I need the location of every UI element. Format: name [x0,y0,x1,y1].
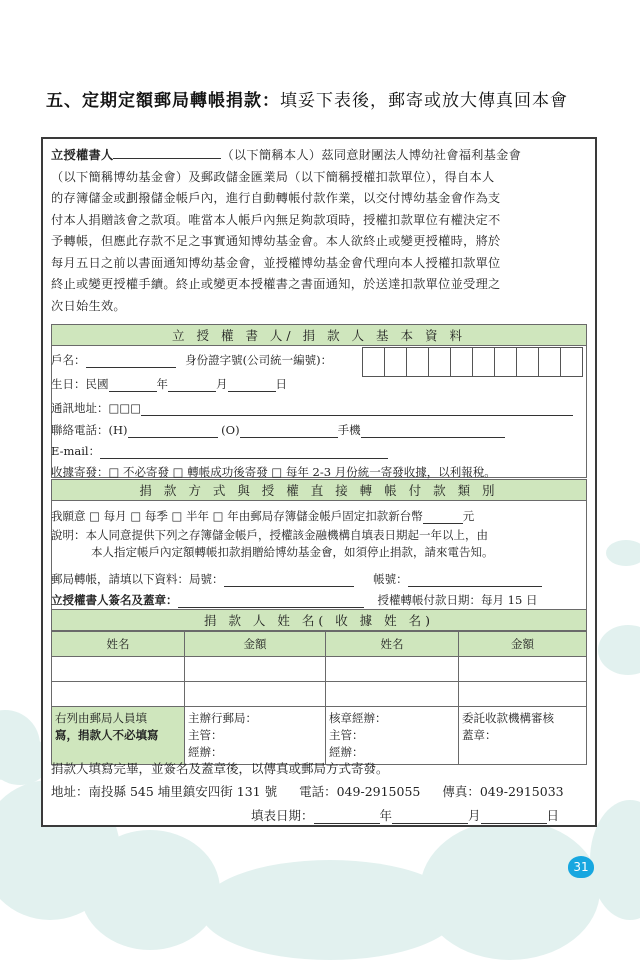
explanation-line: 說明：本人同意提供下列之存簿儲金帳戶，授權該金融機構自填表日期起一年以上，由 [51,528,488,542]
column-header: 姓名 [326,632,459,657]
office-phone-label: (O) [221,423,240,437]
section-payment-header: 捐 款 方 式 與 授 權 直 接 轉 帳 付 款 類 別 [51,479,587,501]
agency-line: 蓋章： [462,728,497,742]
handler-line: 經辦： [188,745,223,759]
mobile-label: 手機 [337,423,361,437]
column-header: 金額 [459,632,587,657]
frequency-label: 我願意 □ 每月 □ 每季 □ 半年 □ 年由郵局存簿儲金帳戶固定扣款新台幣 [51,509,423,523]
name-label: 戶名： [51,353,86,367]
column-header: 金額 [185,632,326,657]
account-label: 帳號： [373,572,408,586]
checker-line: 核章經辦： [329,711,387,725]
address-row [51,400,573,416]
day-label: 日 [546,808,560,823]
mobile-field[interactable] [361,425,505,438]
authorization-form [41,137,597,827]
post-office-label: 郵局轉帳，請填以下資料：局號： [51,572,224,586]
intro-line: 每月五日之前以書面通知博幼基金會，並授權博幼基金會代理向本人授權扣款單位 [51,255,501,270]
name-row [51,352,332,368]
authorizer-label: 立授權書人 [51,148,114,162]
heading-title: 定期定額郵局轉帳捐款： [82,91,280,111]
table-cell[interactable] [459,657,587,682]
email-label: E-mail： [51,444,101,458]
year-label: 年 [379,808,393,823]
month-label: 月 [468,808,481,823]
month-label: 月 [216,377,228,391]
birth-day-field[interactable] [228,379,276,392]
day-label: 日 [275,377,287,391]
phone-text: 電話：049-2915055 [299,784,421,799]
cloud-decoration [80,830,220,950]
fax-text: 傳真：049-2915033 [442,784,564,799]
address-field[interactable] [141,403,573,416]
donor-names-table [51,631,587,765]
name-field[interactable] [86,355,176,368]
contact-row [51,782,564,800]
cloud-decoration [598,625,640,675]
signature-row [51,592,537,608]
cloud-decoration [606,540,640,566]
birth-row [51,376,287,392]
address-label: 通訊地址：□□□ [51,401,142,415]
handler-line: 主管： [188,728,223,742]
heading-number: 五、 [46,91,82,111]
handler-line: 主辦行郵局： [188,711,257,725]
year-label: 年 [156,377,168,391]
fill-date-label: 填表日期： [251,808,314,823]
fill-date-row [251,806,559,824]
checker-cell [326,707,459,765]
authorizer-name-field[interactable] [113,146,221,159]
frequency-row[interactable] [51,508,474,524]
table-cell[interactable] [459,682,587,707]
intro-line: 予轉帳，但應此存款不足之事實通知博幼基金會。本人欲終止或變更授權時，將於 [51,234,501,248]
receipt-row[interactable]: 收據寄發：□ 不必寄發 □ 轉帳成功後寄發 □ 每年 2-3 月份統一寄發收據，以利報稅。 [51,465,496,479]
home-phone-field[interactable] [128,425,218,438]
email-row [51,443,388,459]
account-field[interactable] [408,574,542,587]
fill-day-field[interactable] [481,811,547,824]
post-note-line: 右列由郵局人員填 [55,711,147,725]
post-staff-note [52,707,185,765]
handler-cell [185,707,326,765]
intro-line: 的存簿儲金或劃撥儲金帳戶內，進行自動轉帳付款作業，以交付博幼基金會作為支 [51,191,501,205]
fill-year-field[interactable] [314,811,380,824]
address-text: 地址：南投縣 545 埔里鎮安四街 131 號 [51,784,278,799]
section-basic-info-header: 立 授 權 書 人/ 捐 款 人 基 本 資 料 [51,324,587,346]
birth-month-field[interactable] [168,379,216,392]
cloud-decoration [420,820,600,960]
email-field[interactable] [100,446,388,459]
checker-line: 主管： [329,728,364,742]
intro-line: 終止或變更授權手續。終止或變更本授權書之書面通知，於送達扣款單位並受理之 [51,277,501,291]
intro-line: （以下簡稱博幼基金會）及郵政儲金匯業局（以下簡稱授權扣款單位），得自本人 [51,169,495,184]
column-header: 姓名 [52,632,185,657]
agency-line: 委託收款機構審核 [462,711,554,725]
transfer-date-label: 授權轉帳付款日期：每月 15 日 [377,593,538,607]
post-office-field[interactable] [224,574,354,587]
page-number-badge: 31 [568,856,594,878]
checker-line: 經辦： [329,745,364,759]
phone-row [51,422,505,438]
yuan-label: 元 [462,509,475,523]
table-cell[interactable] [52,657,185,682]
completion-note: 捐款人填寫完畢，並簽名及蓋章後，以傳真或郵局方式寄發。 [51,761,389,776]
section-donor-names-header: 捐 款 人 姓 名( 收 據 姓 名) [51,609,587,631]
office-phone-field[interactable] [240,425,338,438]
intro-line: （以下簡稱本人）茲同意財團法人博幼社會福利基金會 [221,148,522,162]
birth-label: 生日：民國 [51,377,109,391]
page-heading [46,86,568,111]
heading-note: 填妥下表後，郵寄或放大傳真回本會 [280,91,568,111]
table-cell[interactable] [185,657,326,682]
authorization-statement [51,145,591,317]
fill-month-field[interactable] [392,811,468,824]
table-cell[interactable] [185,682,326,707]
signature-field[interactable] [178,595,364,608]
agency-cell [459,707,587,765]
table-cell[interactable] [326,657,459,682]
id-number-boxes[interactable] [363,347,583,377]
birth-year-field[interactable] [109,379,157,392]
explanation-line: 本人指定帳戶內定額轉帳扣款捐贈給博幼基金會，如須停止捐款，請來電告知。 [91,545,494,559]
amount-field[interactable] [423,511,463,524]
intro-line: 付本人捐贈該會之款項。唯當本人帳戶內無足夠款項時，授權扣款單位有權決定不 [51,212,501,227]
home-phone-label: 聯絡電話：(H) [51,423,128,437]
post-transfer-row [51,571,542,587]
intro-line: 次日始生效。 [51,298,126,313]
id-label: 身份證字號(公司統一編號)： [185,353,333,367]
post-note-line: 寫，捐款人不必填寫 [55,728,159,742]
table-cell[interactable] [52,682,185,707]
table-cell[interactable] [326,682,459,707]
signature-label: 立授權書人簽名及蓋章： [51,593,178,607]
